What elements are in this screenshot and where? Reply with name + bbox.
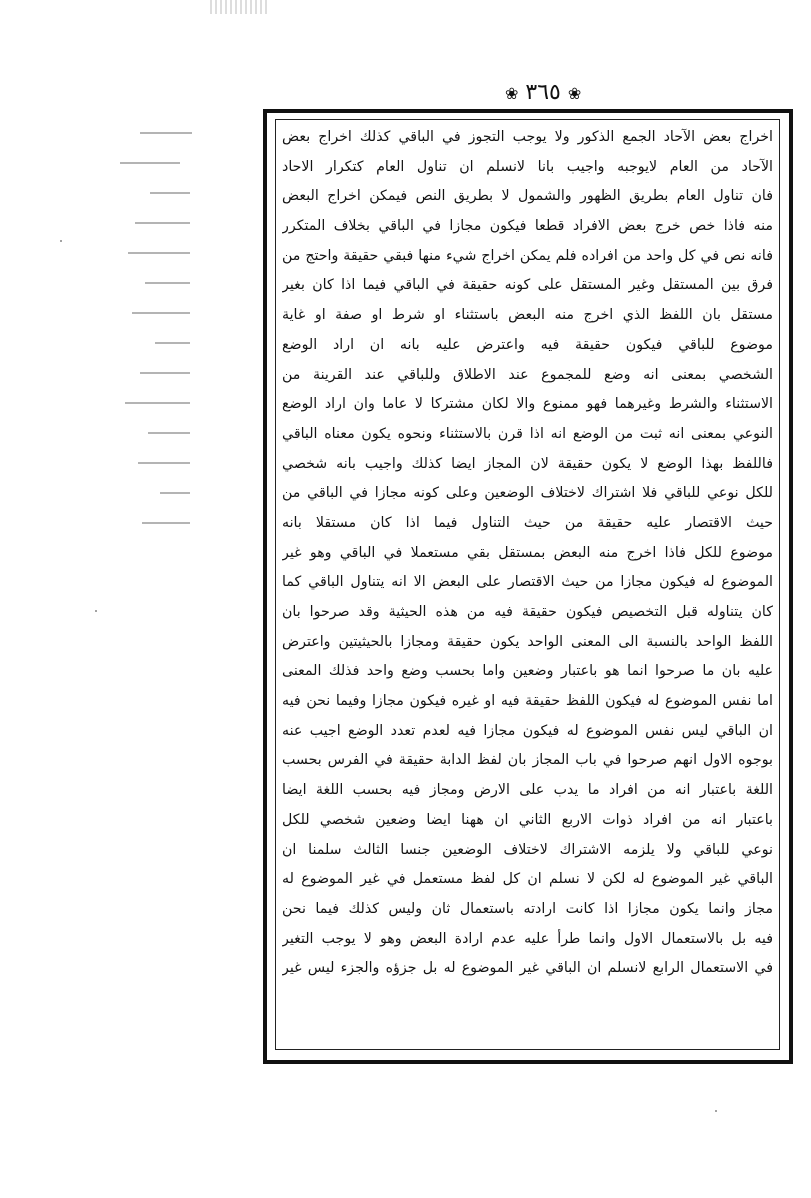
text-line: فان تناول العام بطريق الظهور والشمول لا بطريق النص فيمكن اخراج البعض [282,188,773,205]
text-line: الشخصي بمعنى انه وضع للمجموع عند الاطلاق وللباقي عند القرينة من [282,366,773,383]
text-line: موضوع للباقي فيكون حقيقة فيه واعترض عليه بانه ان اراد الوضع [282,336,773,353]
text-line: اللفظ الواحد بالنسبة الى المعنى الواحد يكون حقيقة ومجازا بالحيثيتين واعترض [282,633,773,650]
text-line: اما نفس الموضوع له فيكون اللفظ حقيقة فيه او غيره فيكون مجازا وفيما نحن فيه [282,693,773,710]
text-frame [275,119,780,1050]
text-line: فانه نص في كل واحد من افراده فلم يمكن اخراج شيء منها فبقي حقيقة واحتج من [282,247,773,264]
text-line: منه فاذا خص خرج بعض الافراد قطعا فيكون مجازا في الباقي بخلاف المتكرر [282,218,773,235]
text-line: الآحاد من العام لايوجبه واجيب بانا لانسلم ان تناول العام كتكرار الاحاد [282,158,773,175]
text-line: فرق بين المستقل وغير المستقل على كونه حقيقة في الباقي فيما اذا كان بغير [282,277,773,294]
text-line: اللغة باعتبار انه من افراد ما يدب على الارض ومجاز فيه بحسب اللغة ايضا [282,782,773,799]
text-line: باعتبار انه من افراد ذوات الاربع الثاني ان ههنا ايضا وضعين شخصي للكل [282,811,773,828]
page-number-value: ٣٦٥ [525,80,561,105]
text-line: فاللفظ بهذا الوضع لا يكون حقيقة لان المجاز ايضا كذلك واجيب بانه شخصي [282,455,773,472]
text-line: في الاستعمال الرابع لانسلم ان الباقي غير الموضوع له بل جزؤه والجزء ليس غير [282,960,773,977]
scan-smudge [210,0,270,14]
text-line: كان يتناوله قبل التخصيص فيكون حقيقة فيه من هذه الحيثية وقد صرحوا بان [282,604,773,620]
ornament-icon: ❀ [505,84,519,103]
main-text-block [282,123,773,984]
text-line: الباقي غير الموضوع له لكن لا نسلم ان كل لفظ مستعمل في غير الموضوع له [282,871,773,888]
text-line: مجاز وانما يكون مجازا اذا كانت ارادته باستعمال ثان وليس كذلك فيما نحن [282,900,773,917]
text-line: الموضوع له فيكون مجازا من حيث الاقتصار على البعض الا انه يتناول الباقي كما [282,574,773,591]
left-margin-bleedthrough [0,110,200,540]
text-line: الاستثناء والشرط وغيرهما فهو ممنوع والا لكان مشتركا لا عاما وان اراد الوضع [282,396,773,413]
ornament-icon: ❀ [567,84,582,103]
text-line: موضوع للكل فاذا اخرج منه البعض بمستقل بقي مستعملا في الباقي وهو غير [282,544,773,561]
text-line: فيه بل بالاستعمال الاول وانما طرأ عليه عدم ارادة البعض وهو لا يوجب التغير [282,930,773,947]
text-line: حيث الاقتصار عليه حقيقة من حيث التناول فيما اذا كان مستقلا بانه [282,514,773,531]
text-line: عليه بان ما صرحوا انما هو باعتبار وضعين واما بحسب وضع واحد فذلك المعنى [282,663,773,680]
text-line: للكل نوعي للباقي فلا اشتراك لاختلاف الوضعين وعلى كونه مجازا في الباقي من [282,485,773,502]
text-line: اخراج بعض الآحاد الجمع الذكور ولا يوجب التجوز في الباقي كذلك اخراج بعض [282,129,773,145]
text-line: مستقل بان اللفظ الذي اخرج منه البعض باستثناء او شرط او صفة او غاية [282,307,773,324]
page-number [505,80,581,105]
text-line: نوعي للباقي ولا يلزمه الاشتراك لاختلاف الوضعين جنسا الثالث سلمنا ان [282,841,773,858]
text-line: ان الباقي ليس نفس الموضوع له فيكون مجازا فيه لعدم تعدد الوضع اجيب عنه [282,722,773,739]
text-line: النوعي بمعنى انه ثبت من الوضع انه اذا قرن بالاستثناء ونحوه يكون معناه الباقي [282,425,773,442]
text-line: بوجوه الاول انهم صرحوا في باب المجاز بان لفظ الدابة حقيقة في الفرس بحسب [282,752,773,769]
